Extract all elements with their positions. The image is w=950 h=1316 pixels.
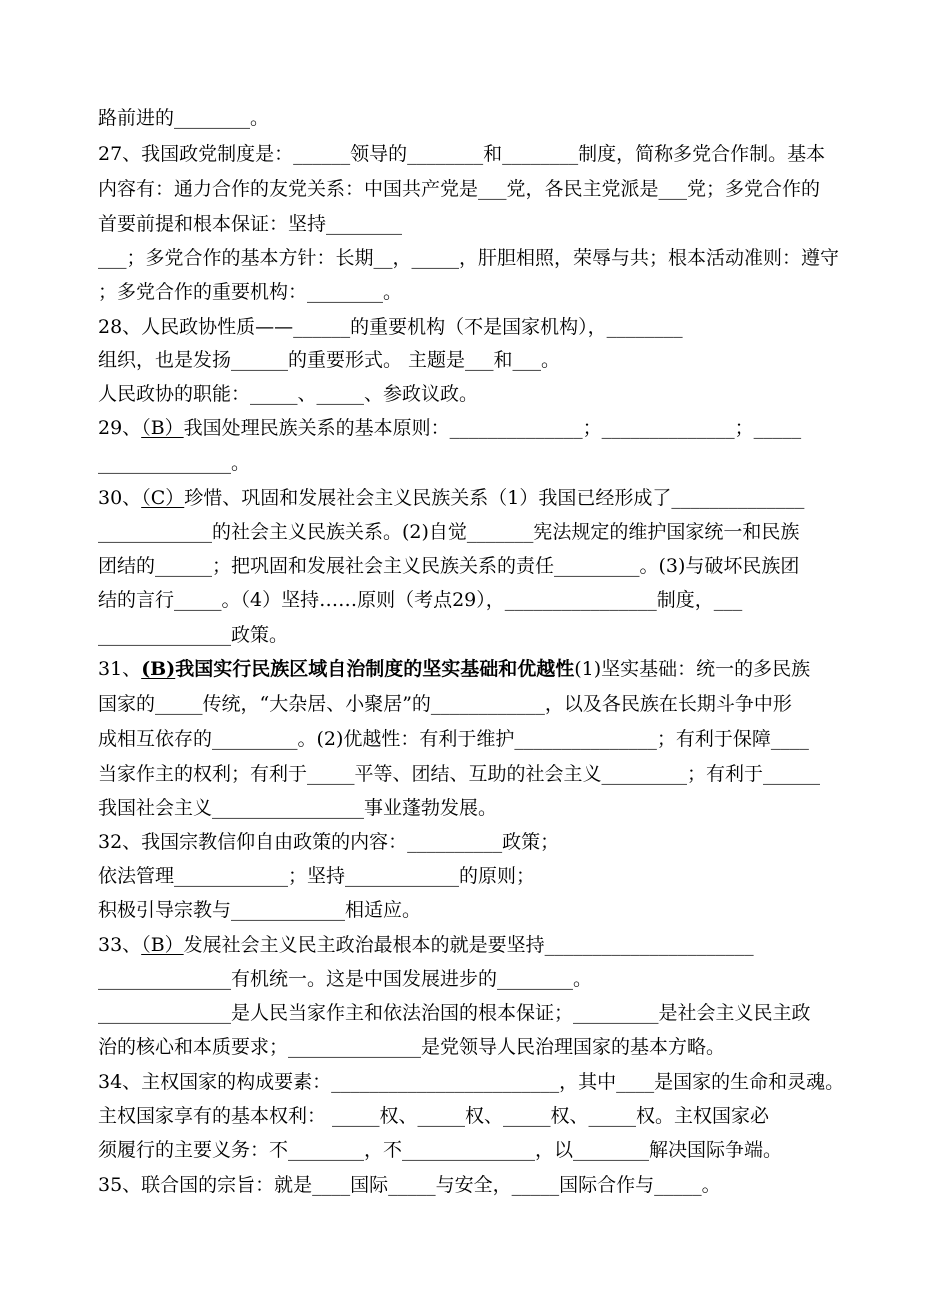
text-line: 人民政协的职能：_____、_____、参政议政。	[98, 383, 479, 405]
text-line: 结的言行_____。（4）坚持……原则（考点29），________________制度，___	[98, 589, 743, 611]
text-line: ______________是人民当家作主和依法治国的根本保证；_________是社会主义民主政	[98, 1002, 811, 1024]
text-line: 国家的_____传统，“大杂居、小聚居”的____________，以及各民族在长期斗争中形	[98, 693, 792, 715]
text-line: 成相互依存的_________。(2)优越性：有利于维护_______________；有利于保障____	[98, 728, 809, 750]
question-number: 30、	[98, 487, 142, 509]
question-number: 33、	[98, 934, 142, 956]
text-line: 首要前提和根本保证：坚持________	[98, 213, 403, 235]
question-text: 我国处理民族关系的基本原则：______________；______________；_____	[183, 417, 802, 439]
text-line: ___；多党合作的基本方针：长期__，_____，肝胆相照，荣辱与共；根本活动准则：遵守	[98, 247, 840, 269]
text-line: 35、联合国的宗旨：就是____国际_____与安全，_____国际合作与_____。	[98, 1174, 721, 1196]
text-line: ______________有机统一。这是中国发展进步的________。	[98, 968, 593, 990]
text-line: 32、我国宗教信仰自由政策的内容：__________政策；	[98, 831, 560, 853]
text-line: ______________政策。	[98, 624, 289, 646]
answer-tag: (B)	[141, 658, 176, 680]
text-line: 组织，也是发扬______的重要形式。 主题是___和___。	[98, 349, 561, 371]
text-line: 治的核心和本质要求；______________是党领导人民治理国家的基本方略。	[98, 1036, 726, 1058]
text-line: 须履行的主要义务：不________，不______________，以________解决国际争端。	[98, 1139, 783, 1161]
text-line-q33	[98, 933, 754, 957]
question-number: 29、	[98, 417, 142, 439]
text-line: 28、人民政协性质——______的重要机构（不是国家机构），________	[98, 316, 683, 338]
text-line: 27、我国政党制度是：______领导的________和________制度，简称多党合作制。基本	[98, 143, 826, 165]
text-line: ；多党合作的重要机构：________。	[98, 281, 403, 303]
text-line: 我国社会主义________________事业蓬勃发展。	[98, 797, 498, 819]
question-heading: 我国实行民族区域自治制度的坚实基础和优越性	[175, 658, 575, 680]
text-line: 内容有：通力合作的友党关系：中国共产党是___党，各民主党派是___党；多党合作的	[98, 178, 821, 200]
text-line: 34、主权国家的构成要素：________________________，其中____是国家的生命和灵魂。	[98, 1071, 845, 1093]
text-line-q30	[98, 486, 804, 510]
text-line-q29	[98, 416, 801, 440]
answer-tag: （B）	[141, 934, 184, 956]
text-line-q31	[98, 657, 810, 681]
question-text: (1)坚实基础：统一的多民族	[574, 658, 811, 680]
text-line: 团结的______；把巩固和发展社会主义民族关系的责任_________。(3)与破坏民族团	[98, 555, 800, 577]
text-line: 主权国家享有的基本权利： _____权、_____权、_____权、_____权。主权国家必	[98, 1105, 770, 1127]
text-line: ______________。	[98, 452, 251, 474]
question-text: 珍惜、巩固和发展社会主义民族关系（1）我国已经形成了______________	[184, 487, 805, 509]
question-text: 发展社会主义民主政治最根本的就是要坚持______________________	[183, 934, 754, 956]
text-line: 路前进的________。	[98, 107, 270, 129]
text-line: ____________的社会主义民族关系。(2)自觉_______宪法规定的维护国家统一和民族	[98, 521, 800, 543]
text-line: 积极引导宗教与____________相适应。	[98, 899, 422, 921]
answer-tag: （B）	[141, 417, 184, 439]
answer-tag: （C）	[141, 487, 185, 509]
text-line: 当家作主的权利；有利于_____平等、团结、互助的社会主义_________；有利于______	[98, 763, 821, 785]
question-number: 31、	[98, 658, 142, 680]
text-line: 依法管理____________；坚持____________的原则；	[98, 865, 536, 887]
